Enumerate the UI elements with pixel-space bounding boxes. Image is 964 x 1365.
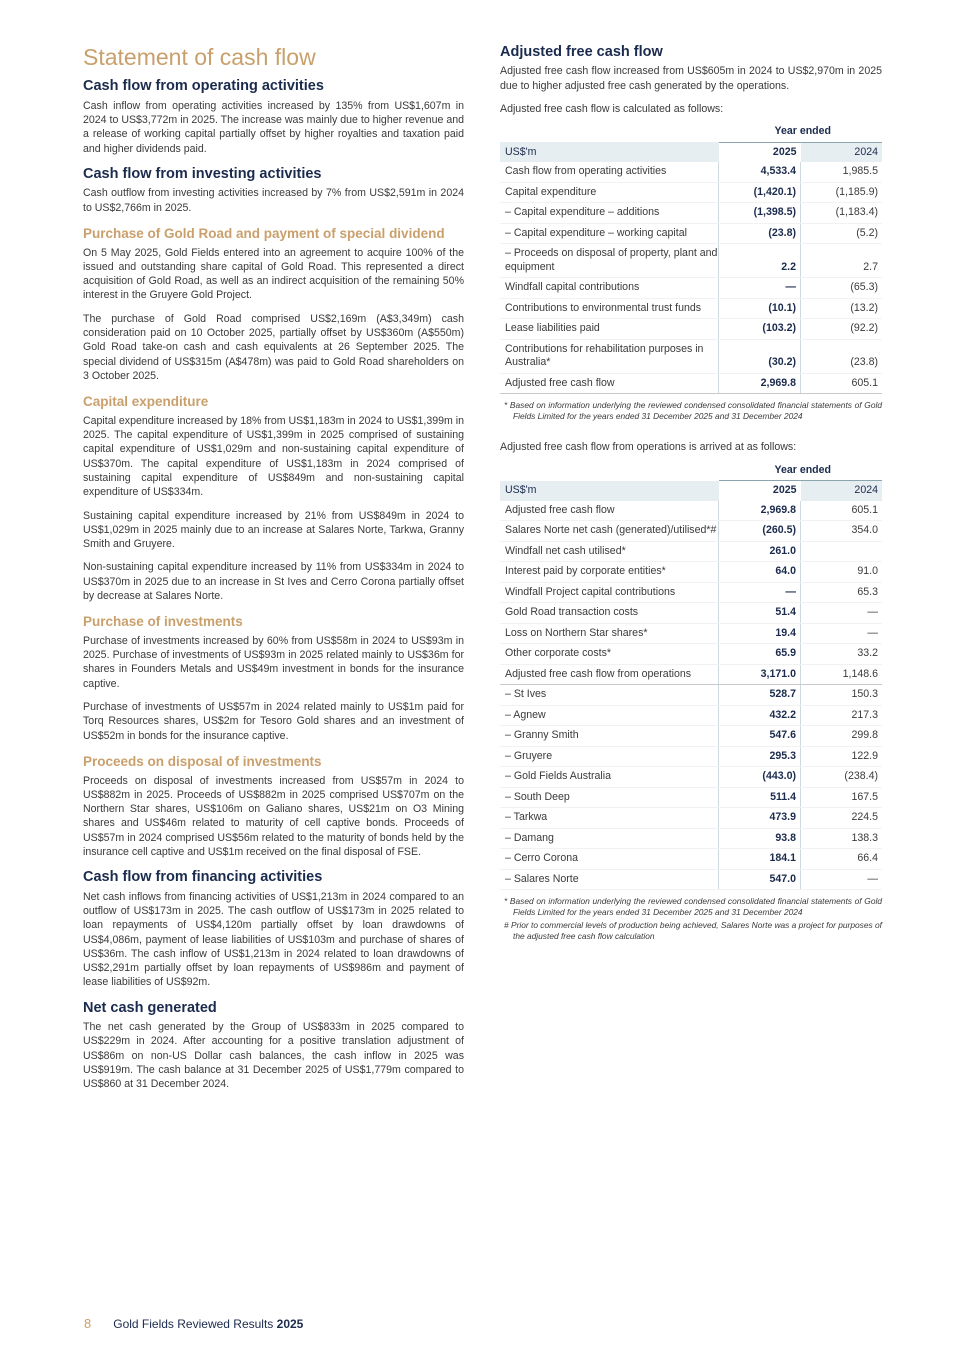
paragraph: Purchase of investments of US$57m in 2024 related mainly to US$1m paid for Torq Resources shares, US$2m for Tesoro Gold shares and an investment of US$52m in bonds for the insurance captive. (83, 701, 464, 742)
value-2024: 354.0 (801, 521, 883, 542)
row-label: Loss on Northern Star shares* (500, 623, 719, 644)
table-header (500, 481, 882, 501)
value-2024: 138.3 (801, 828, 883, 849)
page-number: 8 (84, 1316, 92, 1331)
value-2025: 184.1 (719, 849, 801, 870)
table-row (500, 746, 882, 767)
row-label: – St Ives (500, 685, 719, 706)
footer-text: Gold Fields Reviewed Results (113, 1317, 274, 1331)
row-label: Capital expenditure (500, 182, 719, 203)
heading-operating: Cash flow from operating activities (83, 78, 324, 95)
footer-year: 2025 (276, 1317, 304, 1331)
row-label: Salares Norte net cash (generated)/utilised*# (500, 521, 719, 542)
paragraph: Non-sustaining capital expenditure increased by 11% from US$334m in 2024 to US$370m in 2025 due to an increase in St Ives and Cerro Corona partially offset by decrease at Salares Norte. (83, 561, 464, 603)
table-row (500, 298, 882, 319)
left-column (83, 44, 464, 1102)
value-2024: (5.2) (801, 223, 883, 244)
table-row (500, 582, 882, 603)
value-2025: 51.4 (719, 603, 801, 624)
paragraph: Cash inflow from operating activities increased by 135% from US$1,607m in 2024 to US$3,772m in 2025. The increase was mainly due to higher revenue and a release of working capital partially offset by higher royalties and taxation paid and higher dividends paid. (83, 99, 464, 155)
paragraph: Cash outflow from investing activities increased by 7% from US$2,591m in 2024 to US$2,766m in 2025. (83, 187, 464, 214)
table-row (500, 203, 882, 224)
value-2025: 19.4 (719, 623, 801, 644)
table-row (500, 705, 882, 726)
table-row (500, 767, 882, 788)
paragraph: Capital expenditure increased by 18% from US$1,183m in 2024 to US$1,399m in 2025. The capital expenditure of US$1,399m in 2025 comprised of sustaining capital expenditure of US$1,029m and non-sustaining capital expenditure of US$370m. The capital expenditure of US$1,183m in 2024 comprised of sustaining capital expenditure of US$849m and non-sustaining capital expenditure of US$334m. (83, 414, 465, 499)
value-2025: — (719, 582, 801, 603)
section-purchase-investments (83, 613, 464, 743)
value-2024: 299.8 (801, 726, 883, 747)
value-2024: (92.2) (801, 319, 883, 340)
table-row (500, 541, 882, 562)
value-2024: 2.7 (801, 244, 883, 278)
value-2025: (30.2) (719, 339, 801, 373)
year-ended-row (500, 461, 882, 481)
row-label: – Gruyere (500, 746, 719, 767)
value-2025: 547.6 (719, 726, 801, 747)
value-2025: (1,398.5) (719, 203, 801, 224)
value-2025: 547.0 (719, 869, 801, 890)
row-label: – Agnew (500, 705, 719, 726)
heading-financing: Cash flow from financing activities (83, 869, 323, 886)
paragraph: On 5 May 2025, Gold Fields entered into an agreement to acquire 100% of the issued and outstanding share capital of Gold Road. This represented a direct acquisition of Gold Road, as well as an indirect acquisition of the remaining 50% interest in the Gruyere Gold Project. (83, 246, 464, 302)
paragraph: The net cash generated by the Group of US$833m in 2025 compared to US$229m in 2024. After accounting for a positive translation adjustment of US$86m on non-US Dollar cash balances, the cash inflow in 2025 was US$919m. The cash balance at 31 December 2025 of US$1,779m compared to US$860 at 31 December 2024. (83, 1021, 464, 1091)
value-2025: 3,171.0 (719, 664, 801, 685)
value-2024: 122.9 (801, 746, 883, 767)
value-2024: (65.3) (801, 278, 883, 299)
unit-header: US$'m (500, 481, 719, 501)
value-2025: 511.4 (719, 787, 801, 808)
value-2025: 473.9 (719, 808, 801, 829)
paragraph: The purchase of Gold Road comprised US$2,169m (A$3,349m) cash consideration paid on 10 October 2025, partially offset by US$360m (A$550m) Gold Road take-on cash and cash equivalents at 26 September 2025. The special dividend of US$315m (A$478m) was paid to Gold Road shareholders on 3 October 2025. (83, 312, 464, 382)
row-label: Windfall net cash utilised* (500, 541, 719, 562)
paragraph: Sustaining capital expenditure increased by 21% from US$849m in 2024 to US$1,029m in 2025 mainly due to an increase at Salares Norte, Tarkwa, Granny Smith and Gruyere. (83, 509, 464, 551)
table-row (500, 521, 882, 542)
table-row (500, 373, 882, 394)
heading-net-cash: Net cash generated (83, 999, 217, 1016)
row-label: – Damang (500, 828, 719, 849)
heading-adjusted-fcf: Adjusted free cash flow (500, 44, 663, 60)
section-financing (83, 869, 464, 989)
right-column (500, 44, 882, 942)
section-investing (83, 166, 464, 215)
heading-purchase-investments: Purchase of investments (83, 614, 243, 630)
table-row (500, 162, 882, 182)
table-row (500, 244, 882, 278)
value-2025: 4,533.4 (719, 162, 801, 182)
table2-footnote-2: # Prior to commercial levels of production being achieved, Salares Norte was a project for purposes of the adjusted free cash flow calculation (504, 920, 882, 942)
table1-footnote: * Based on information underlying the reviewed condensed consolidated financial statements of Gold Fields Limited for the years ended 31 December 2025 and 31 December 2024 (504, 400, 882, 422)
row-label: – Proceeds on disposal of property, plant and equipment (500, 244, 719, 278)
heading-proceeds: Proceeds on disposal of investments (83, 753, 322, 769)
row-label: Other corporate costs* (500, 644, 719, 665)
row-label: – Capital expenditure – additions (500, 203, 719, 224)
table-row (500, 603, 882, 624)
value-2024: (23.8) (801, 339, 883, 373)
value-2024: 66.4 (801, 849, 883, 870)
value-2024: 1,985.5 (801, 162, 883, 182)
table-row (500, 562, 882, 583)
row-label: – Salares Norte (500, 869, 719, 890)
table-row (500, 664, 882, 685)
row-label: – Granny Smith (500, 726, 719, 747)
value-2024: 65.3 (801, 582, 883, 603)
value-2025: (103.2) (719, 319, 801, 340)
table-row (500, 685, 882, 706)
table-row (500, 501, 882, 521)
value-2025: (1,420.1) (719, 182, 801, 203)
value-2024: 605.1 (801, 501, 883, 521)
row-label: Adjusted free cash flow (500, 373, 719, 394)
col-2025-header: 2025 (719, 481, 801, 501)
row-label: Windfall Project capital contributions (500, 582, 719, 603)
row-label: – Cerro Corona (500, 849, 719, 870)
value-2024 (801, 541, 883, 562)
value-2024: (1,185.9) (801, 182, 883, 203)
table-row (500, 339, 882, 373)
value-2024: — (801, 869, 883, 890)
page-footer (84, 1316, 303, 1331)
heading-gold-road: Purchase of Gold Road and payment of special dividend (83, 226, 445, 241)
table-row (500, 828, 882, 849)
value-2025: 261.0 (719, 541, 801, 562)
paragraph: Adjusted free cash flow is calculated as follows: (500, 102, 724, 115)
col-2024-header: 2024 (801, 481, 883, 501)
row-label: – Gold Fields Australia (500, 767, 719, 788)
value-2025: — (719, 278, 801, 299)
section-operating (83, 78, 464, 156)
value-2024: 217.3 (801, 705, 883, 726)
paragraph: Adjusted free cash flow increased from US$605m in 2024 to US$2,970m in 2025 due to higher adjusted free cash generated by the operations. (500, 65, 882, 92)
table-row (500, 726, 882, 747)
table-row (500, 278, 882, 299)
table-row (500, 849, 882, 870)
table-header (500, 142, 882, 162)
row-label: Interest paid by corporate entities* (500, 562, 719, 583)
value-2025: (23.8) (719, 223, 801, 244)
table-row (500, 623, 882, 644)
value-2025: 65.9 (719, 644, 801, 665)
paragraph: Proceeds on disposal of investments increased from US$57m in 2024 to US$882m in 2025. Proceeds of US$882m in 2025 comprised US$707m on the Northern Star shares, US$106m on Galiano shares, US$21m on O3 Mining shares and US$46m related to maturity of cell captive bonds. Proceeds of US$57m in 2024 comprised US$56m related to the maturity of bonds held by the insurance cell captive and US$1m received on the final disposal of FSE. (83, 774, 464, 858)
section-proceeds (83, 753, 464, 859)
value-2025: 93.8 (719, 828, 801, 849)
year-ended-label: Year ended (719, 461, 883, 481)
value-2024: (1,183.4) (801, 203, 883, 224)
paragraph: Adjusted free cash flow from operations is arrived at as follows: (500, 441, 797, 454)
value-2024: 1,148.6 (801, 664, 883, 685)
table-row (500, 223, 882, 244)
adjusted-fcf-operations-table (500, 461, 882, 891)
col-2024-header: 2024 (801, 142, 883, 162)
row-label: – Capital expenditure – working capital (500, 223, 719, 244)
col-2025-header: 2025 (719, 142, 801, 162)
heading-investing: Cash flow from investing activities (83, 166, 322, 183)
value-2024: 150.3 (801, 685, 883, 706)
value-2024: 224.5 (801, 808, 883, 829)
value-2024: 91.0 (801, 562, 883, 583)
table-row (500, 644, 882, 665)
value-2025: 2,969.8 (719, 373, 801, 394)
paragraph: Net cash inflows from financing activities of US$1,213m in 2024 compared to an outflow of US$173m in 2025. The cash outflow of US$173m in 2025 related to loan repayments of US$4,120m partially offset by loan drawdowns of US$4,086m, payment of lease liabilities of US$103m and purchase of shares of US$36m. The cash inflow of US$1,213m in 2024 related to loan drawdowns of US$2,291m partially offset by loan repayments of US$986m and payment of lease liabilities of US$92m. (83, 890, 464, 989)
value-2025: 64.0 (719, 562, 801, 583)
row-label: Contributions to environmental trust funds (500, 298, 719, 319)
section-net-cash (83, 1000, 464, 1092)
row-label: Adjusted free cash flow from operations (500, 664, 719, 685)
value-2025: 432.2 (719, 705, 801, 726)
table-row (500, 808, 882, 829)
row-label: Adjusted free cash flow (500, 501, 719, 521)
table2-footnote-1: * Based on information underlying the reviewed condensed consolidated financial statements of Gold Fields Limited for the years ended 31 December 2025 and 31 December 2024 (504, 896, 882, 918)
value-2024: — (801, 603, 883, 624)
table-row (500, 869, 882, 890)
value-2024: (238.4) (801, 767, 883, 788)
value-2024: 33.2 (801, 644, 883, 665)
row-label: Lease liabilities paid (500, 319, 719, 340)
value-2025: 528.7 (719, 685, 801, 706)
section-capex (83, 393, 464, 603)
value-2025: (443.0) (719, 767, 801, 788)
row-label: Windfall capital contributions (500, 278, 719, 299)
row-label: Contributions for rehabilitation purposes in Australia* (500, 339, 719, 373)
row-label: – Tarkwa (500, 808, 719, 829)
row-label: Gold Road transaction costs (500, 603, 719, 624)
table-row (500, 319, 882, 340)
heading-capex: Capital expenditure (83, 394, 209, 410)
value-2024: — (801, 623, 883, 644)
value-2024: 167.5 (801, 787, 883, 808)
adjusted-fcf-table (500, 122, 882, 394)
value-2025: (260.5) (719, 521, 801, 542)
table-row (500, 182, 882, 203)
value-2025: 2,969.8 (719, 501, 801, 521)
value-2024: 605.1 (801, 373, 883, 394)
row-label: – South Deep (500, 787, 719, 808)
year-ended-row (500, 122, 882, 142)
row-label: Cash flow from operating activities (500, 162, 719, 182)
value-2024: (13.2) (801, 298, 883, 319)
section-gold-road (83, 225, 464, 383)
value-2025: 2.2 (719, 244, 801, 278)
table-row (500, 787, 882, 808)
value-2025: 295.3 (719, 746, 801, 767)
year-ended-label: Year ended (719, 122, 883, 142)
paragraph: Purchase of investments increased by 60% from US$58m in 2024 to US$93m in 2025. Purchase of investments of US$93m in 2025 related mainly to US$36m for shares in Founders Metals and US$49m investment in bonds for the insurance captive. (83, 634, 464, 690)
unit-header: US$'m (500, 142, 719, 162)
page-title: Statement of cash flow (83, 44, 316, 70)
value-2025: (10.1) (719, 298, 801, 319)
